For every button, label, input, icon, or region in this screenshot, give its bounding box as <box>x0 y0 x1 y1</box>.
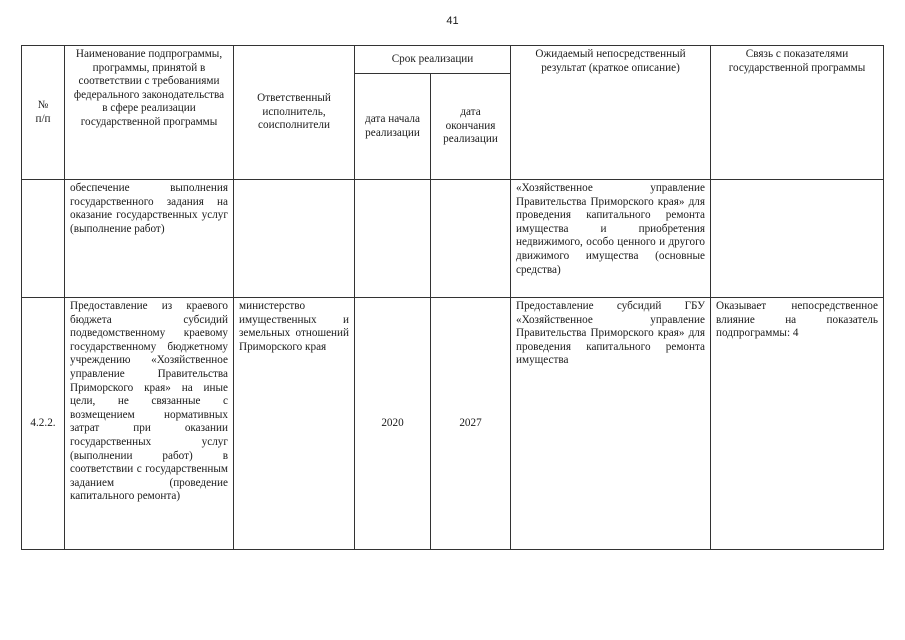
row-num <box>22 180 65 298</box>
header-num-abbr: п/п <box>35 112 51 125</box>
row-name: Предоставление из краевого бюджета субсидий подведомственному краевому государственному бюджетному учреждению «Хозяйственное управление Правительства Приморского края» на иные цели, не связанные с возмещением нормативных затрат при оказании государственных услуг (выполнении работ) в соответствии с государственным заданием (проведение капитального ремонта) <box>65 298 234 550</box>
page-number: 41 <box>446 15 459 27</box>
program-table <box>21 45 884 550</box>
row-link: Оказывает непосредственное влияние на показатель подпрограммы: 4 <box>711 298 884 550</box>
row-end: 2027 <box>431 298 511 550</box>
row-result: «Хозяйственное управление Правительства Приморского края» для проведения капитального ремонта имущества и приобретения недвижимого, особо ценного и другого движимого имущества (основные средства) <box>511 180 711 298</box>
header-link: Связь с показателями государственной программы <box>711 46 884 180</box>
header-result: Ожидаемый непосредственный результат (краткое описание) <box>511 46 711 180</box>
row-executor <box>234 180 355 298</box>
table-row <box>22 180 884 298</box>
row-num: 4.2.2. <box>22 298 65 550</box>
header-name: Наименование подпрограммы, программы, принятой в соответствии с требованиями федерального законодательства в сфере реализации государственной программы <box>65 46 234 180</box>
row-result: Предоставление субсидий ГБУ «Хозяйственное управление Правительства Приморского края» для проведения капитального ремонта имущества <box>511 298 711 550</box>
table-row <box>22 298 884 550</box>
row-link <box>711 180 884 298</box>
row-executor: министерство имущественных и земельных отношений Приморского края <box>234 298 355 550</box>
header-executor: Ответственный исполнитель, соисполнители <box>234 46 355 180</box>
header-period: Срок реализации <box>355 46 511 74</box>
header-start: дата начала реализации <box>355 74 431 180</box>
header-num <box>22 46 65 180</box>
row-name: обеспечение выполнения государственного задания на оказание государственных услуг (выполнение работ) <box>65 180 234 298</box>
row-start <box>355 180 431 298</box>
row-end <box>431 180 511 298</box>
header-end: дата окончания реализации <box>431 74 511 180</box>
header-num-symbol: № <box>37 98 49 111</box>
row-start: 2020 <box>355 298 431 550</box>
